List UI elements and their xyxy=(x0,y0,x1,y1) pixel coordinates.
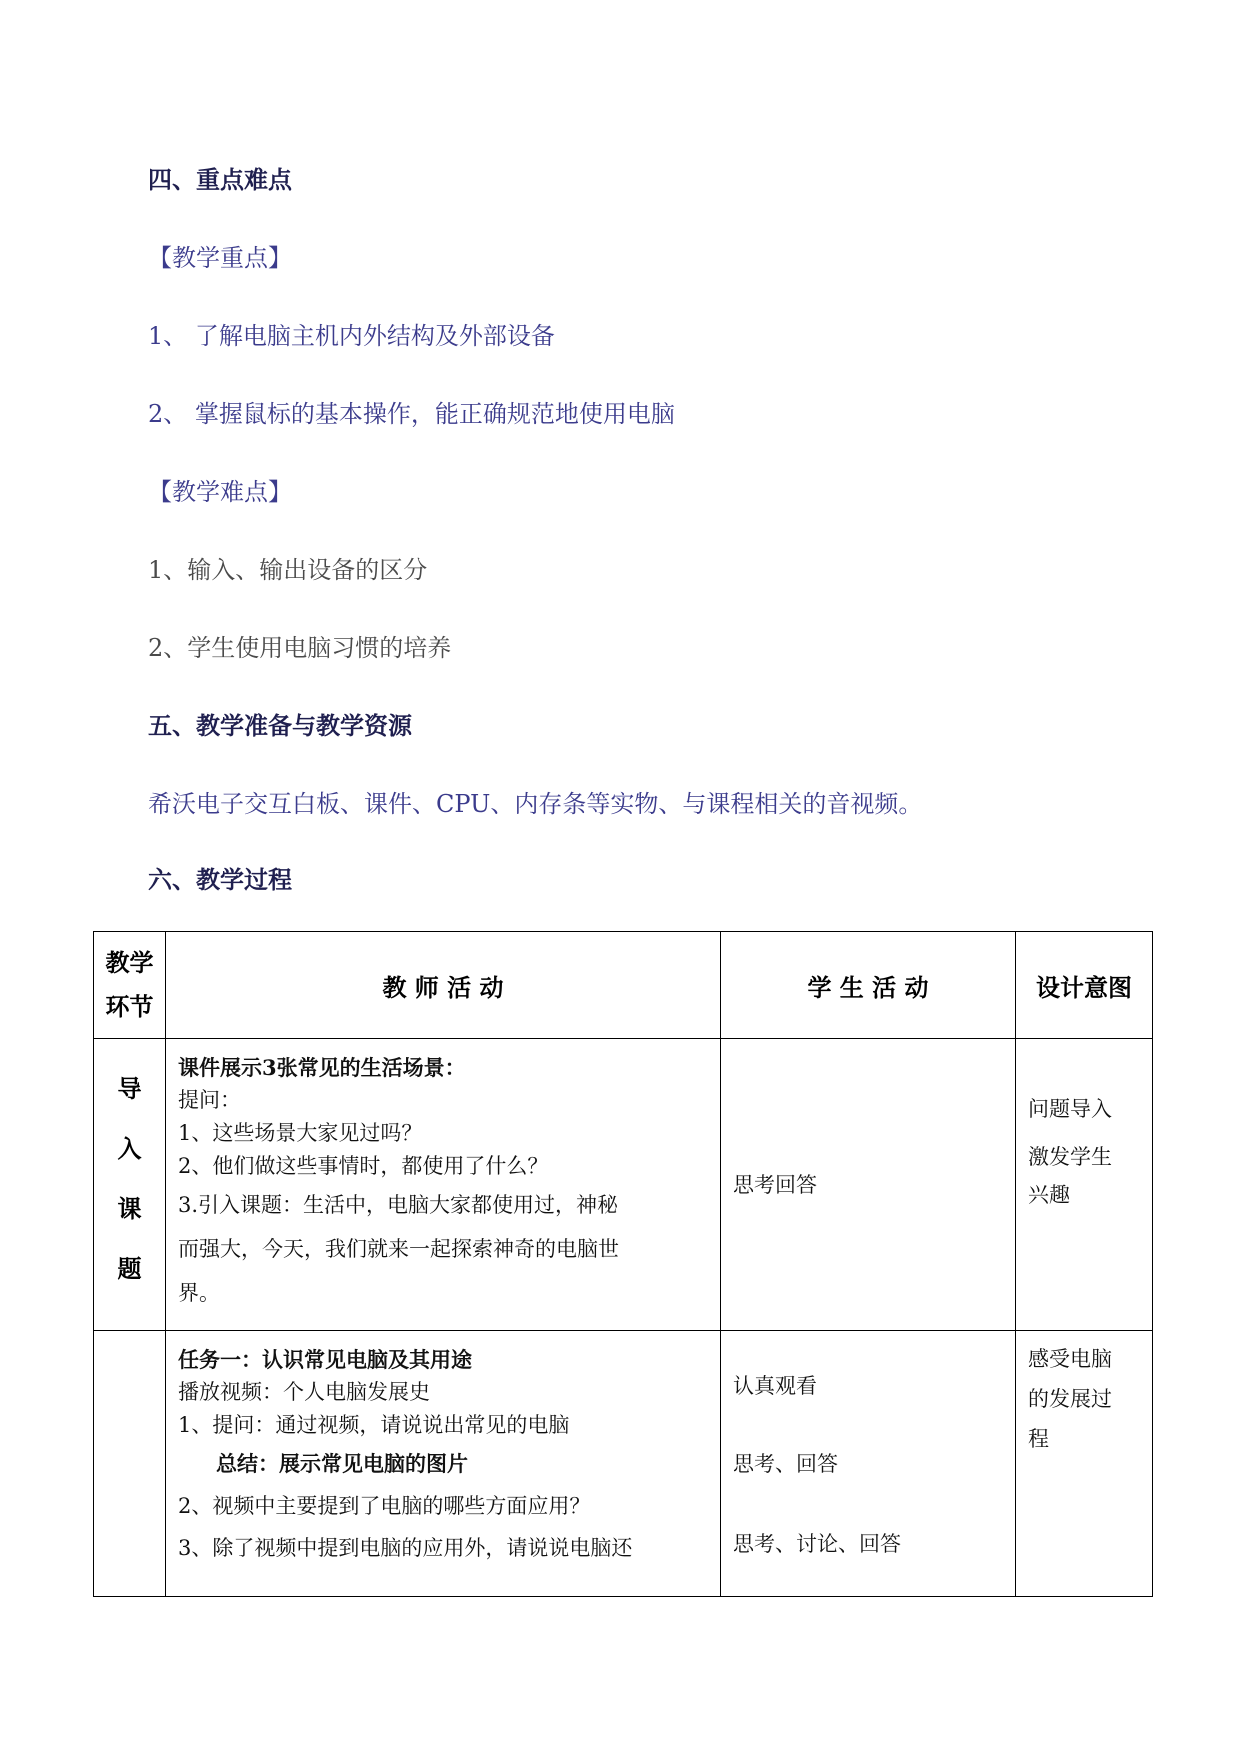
section5-content: 希沃电子交互白板、课件、CPU、内存条等实物、与课程相关的音视频。 xyxy=(148,790,923,818)
teaching-process-table xyxy=(93,931,1153,1597)
key-point-1: 1、 了解电脑主机内外结构及外部设备 xyxy=(148,322,555,350)
header-student-activity: 学 生 活 动 xyxy=(721,932,1016,1039)
header-design-intent: 设计意图 xyxy=(1016,932,1153,1039)
header-teacher-activity: 教 师 活 动 xyxy=(166,932,721,1039)
table-row xyxy=(94,1331,1153,1597)
table-row xyxy=(94,1039,1153,1331)
row2-student-activity: 认真观看 思考、回答 思考、讨论、回答 xyxy=(721,1331,1016,1597)
header-stage: 教学 环节 xyxy=(94,932,166,1039)
table-header-row xyxy=(94,932,1153,1039)
difficult-point-2: 2、学生使用电脑习惯的培养 xyxy=(148,634,452,662)
row1-design-intent: 问题导入 激发学生 兴趣 xyxy=(1016,1039,1153,1331)
row1-teacher-activity: 课件展示3张常见的生活场景： 提问： 1、这些场景大家见过吗？ 2、他们做这些事情时，都使用了什么？ 3.引入课题：生活中，电脑大家都使用过，神秘 而强大，今天，我们就来一起探索神奇的电脑世 界。 xyxy=(166,1039,721,1331)
stage-intro: 导 入 课 题 xyxy=(94,1039,166,1331)
section4-title: 四、重点难点 xyxy=(148,166,292,194)
row2-design-intent: 感受电脑 的发展过 程 xyxy=(1016,1331,1153,1597)
section5-title: 五、教学准备与教学资源 xyxy=(148,712,412,740)
key-points-label: 【教学重点】 xyxy=(148,244,292,272)
section6-title: 六、教学过程 xyxy=(148,866,292,894)
row2-teacher-activity: 任务一：认识常见电脑及其用途 播放视频：个人电脑发展史 1、提问：通过视频，请说说出常见的电脑 总结：展示常见电脑的图片 2、视频中主要提到了电脑的哪些方面应用？ 3、除了视频中提到电脑的应用外，请说说电脑还 xyxy=(166,1331,721,1597)
stage-task1 xyxy=(94,1331,166,1597)
difficult-point-1: 1、输入、输出设备的区分 xyxy=(148,556,428,584)
key-point-2: 2、 掌握鼠标的基本操作，能正确规范地使用电脑 xyxy=(148,400,675,428)
row1-student-activity: 思考回答 xyxy=(721,1039,1016,1331)
difficult-points-label: 【教学难点】 xyxy=(148,478,292,506)
